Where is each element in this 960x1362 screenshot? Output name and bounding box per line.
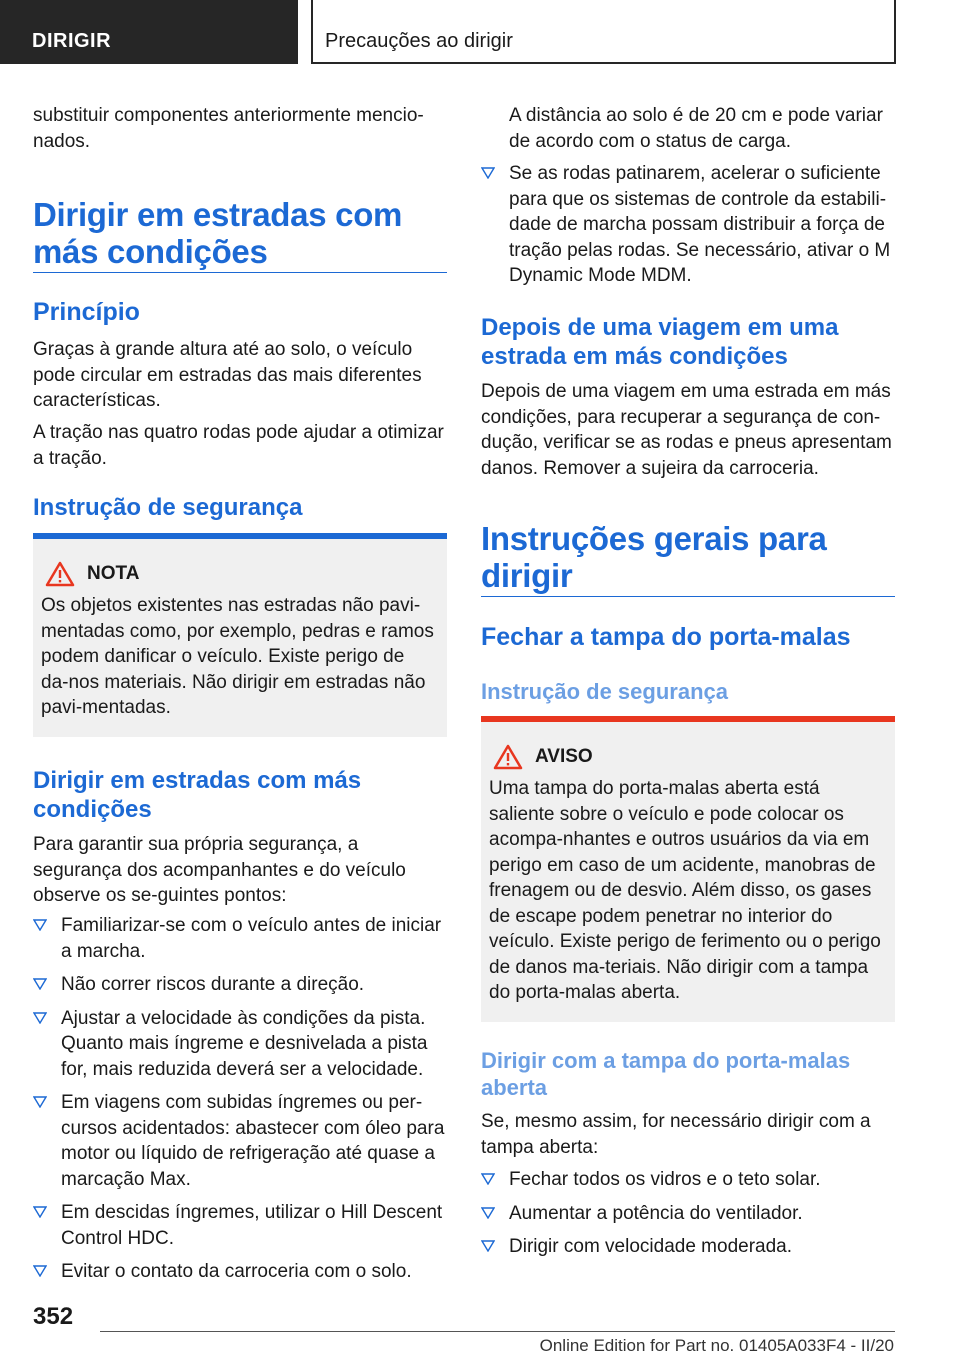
- triangle-bullet-icon: [481, 167, 495, 179]
- after-trip-text: Depois de uma viagem em uma estrada em más condições, para recuperar a segurança de con-dução, verificar se as rodas e pneus apresentam danos. Remover a sujeira da carroceria.: [481, 381, 892, 479]
- notice-label: NOTA: [87, 563, 140, 584]
- warning-box: [481, 716, 895, 1022]
- section-heading-bad-roads: Dirigir em estradas com más condições: [33, 196, 403, 270]
- list-item: Fechar todos os vidros e o teto solar.: [481, 1167, 895, 1193]
- principle-heading: Princípio: [33, 298, 140, 326]
- section-heading-general: Instruções gerais para dirigir: [481, 520, 827, 594]
- notice-header: [45, 561, 437, 587]
- list-item: Se as rodas patinarem, acelerar o suficiente para que os sistemas de controle da estabili-dade de marcha possam distribuir a força de tração pelas rodas. Se necessário, ativar o M Dynamic Mode MDM.: [481, 161, 895, 289]
- triangle-bullet-icon: [33, 978, 47, 990]
- open-trunk-intro: Se, mesmo assim, for necessário dirigir com a tampa aberta:: [481, 1111, 871, 1158]
- list-item: Dirigir com velocidade moderada.: [481, 1234, 895, 1260]
- triangle-bullet-icon: [33, 1096, 47, 1108]
- open-trunk-bullet-list: [481, 1167, 895, 1268]
- list-item: Aumentar a potência do ventilador.: [481, 1201, 895, 1227]
- triangle-bullet-icon: [33, 1265, 47, 1277]
- triangle-bullet-icon: [33, 1012, 47, 1024]
- list-item: Em viagens com subidas íngremes ou per-cursos acidentados: abastecer com óleo para motor ou líquido de refrigeração até quase a marcação Max.: [33, 1090, 447, 1192]
- open-trunk-heading: Dirigir com a tampa do porta-malas aberta: [481, 1048, 851, 1100]
- page-number: 352: [33, 1303, 74, 1330]
- heading-rule: [33, 272, 447, 273]
- trunk-heading: Fechar a tampa do porta-malas: [481, 623, 851, 651]
- footer-rule: [100, 1331, 895, 1332]
- triangle-bullet-icon: [481, 1173, 495, 1185]
- bad-roads-heading: Dirigir em estradas com más condições: [33, 767, 362, 823]
- warning-label: AVISO: [535, 746, 593, 767]
- list-item: Em descidas íngremes, utilizar o Hill Descent Control HDC.: [33, 1200, 447, 1251]
- safety-heading: Instrução de segurança: [33, 494, 303, 521]
- ground-clearance-text: A distância ao solo é de 20 cm e pode variar de acordo com o status de carga.: [509, 105, 883, 152]
- notice-box: [33, 533, 447, 737]
- list-item: Evitar o contato da carroceria com o solo.: [33, 1259, 447, 1285]
- footer-edition: Online Edition for Part no. 01405A033F4 - II/20: [539, 1336, 894, 1355]
- list-item: Ajustar a velocidade às condições da pista. Quanto mais íngreme e desnivelada a pista for, mais reduzida deverá ser a velocidade.: [33, 1006, 447, 1083]
- principle-paragraph-1: Graças à grande altura até ao solo, o veículo pode circular em estradas das mais diferentes características.: [33, 339, 422, 411]
- warning-triangle-icon: [45, 561, 75, 587]
- warning-header: [493, 744, 885, 770]
- triangle-bullet-icon: [481, 1207, 495, 1219]
- warning-text: Uma tampa do porta-malas aberta está saliente sobre o veículo e pode colocar os acompa-nhantes e outros usuários da via em perigo em caso de um acidente, manobras de frenagem ou de desvio. Além disso, os gases de escape podem penetrar no interior do veículo. Existe perigo de ferimento ou o perigo de danos ma-teriais. Não dirigir com a tampa do porta-malas aberta.: [489, 778, 881, 1003]
- header-title: Precauções ao dirigir: [325, 30, 513, 52]
- header-section-label: DIRIGIR: [32, 30, 112, 52]
- warning-triangle-icon: [493, 744, 523, 770]
- bad-roads-bullet-list: [33, 913, 447, 1293]
- after-trip-heading: Depois de uma viagem em uma estrada em más condições: [481, 314, 839, 370]
- principle-paragraph-2: A tração nas quatro rodas pode ajudar a otimizar a tração.: [33, 422, 444, 469]
- triangle-bullet-icon: [33, 919, 47, 931]
- list-item: Não correr riscos durante a direção.: [33, 972, 447, 998]
- trunk-safety-heading: Instrução de segurança: [481, 679, 728, 704]
- bad-roads-intro: Para garantir sua própria segurança, a segurança dos acompanhantes e do veículo observe os se-guintes pontos:: [33, 834, 406, 906]
- notice-text: Os objetos existentes nas estradas não pavi-mentadas como, por exemplo, pedras e ramos podem danificar o veículo. Existe perigo de da-nos materiais. Não dirigir em estradas não pavi-mentadas.: [41, 595, 434, 718]
- intro-text: substituir componentes anteriormente mencio- nados.: [33, 105, 424, 152]
- slip-bullet-list: [481, 161, 895, 297]
- triangle-bullet-icon: [33, 1206, 47, 1218]
- heading-rule: [481, 596, 895, 597]
- triangle-bullet-icon: [481, 1240, 495, 1252]
- list-item: Familiarizar-se com o veículo antes de iniciar a marcha.: [33, 913, 447, 964]
